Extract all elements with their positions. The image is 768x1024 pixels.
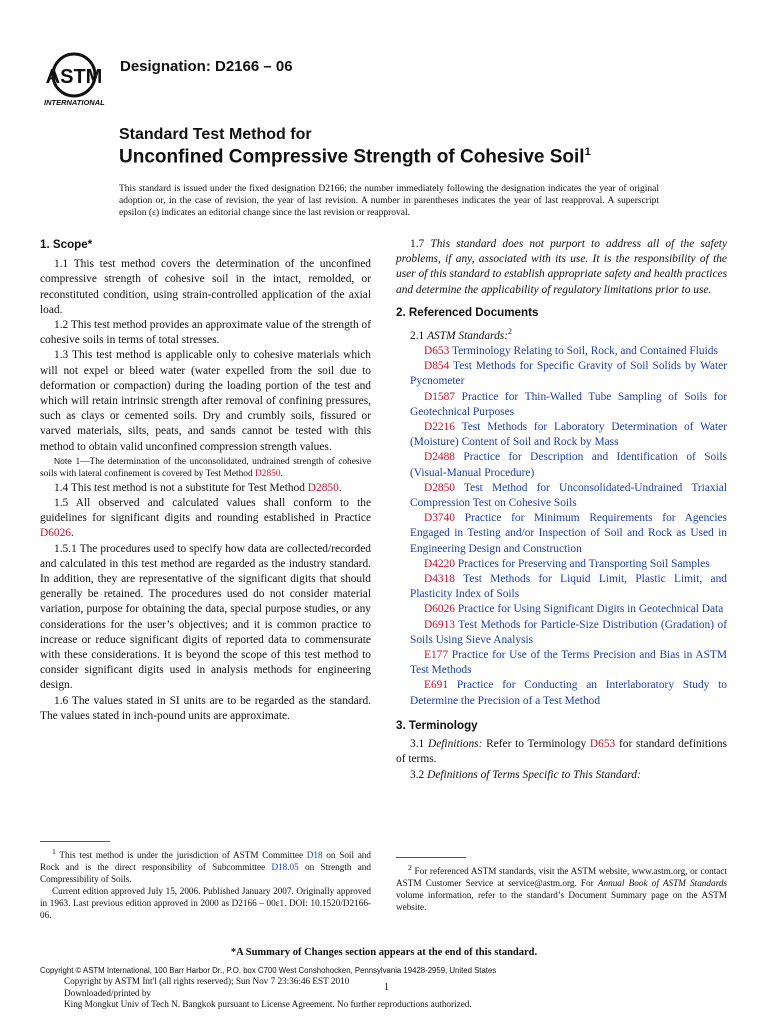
reference-code[interactable]: D4318 xyxy=(424,573,456,586)
reference-title[interactable]: Practice for Description and Identification of Soils (Visual-Manual Procedure) xyxy=(410,451,727,479)
para-1-5-text: 1.5 All observed and calculated values shall conform to the guidelines for significant digits and rounding established in Practice xyxy=(40,497,371,525)
reference-item[interactable] xyxy=(396,481,727,511)
summary-note: *A Summary of Changes section appears at the end of this standard. xyxy=(230,947,538,958)
copyright: Copyright © ASTM International, 100 Barr Harbor Dr., P.O. box C700 West Conshohocken, Pennsylvania 19428-2959, United States xyxy=(40,966,497,975)
para-3-1-end: for standard definitions of terms. xyxy=(396,738,727,766)
para-1-7-num: 1.7 xyxy=(410,238,431,250)
ref-link-d18[interactable]: D18 xyxy=(306,850,323,861)
reference-code[interactable]: D1587 xyxy=(424,390,456,403)
reference-title[interactable]: Test Method for Unconsolidated-Undrained Triaxial Compression Test on Cohesive Soils xyxy=(410,481,727,510)
sub-num: 2.1 xyxy=(410,329,428,342)
download-line-2: Downloaded/printed by xyxy=(64,987,152,998)
para-1-1: 1.1 This test method covers the determination of the unconfined compressive strength of cohesive soil in the intact, remolded, or reconstituted condition, using strain-controlled application of the axial load. xyxy=(40,258,371,316)
note-label: Note xyxy=(54,455,72,466)
reference-title[interactable]: Practice for Use of the Terms Precision and Bias in ASTM Test Methods xyxy=(410,649,727,677)
reference-title[interactable]: Test Methods for Particle-Size Distribution (Gradation) of Soils Using Sieve Analysis xyxy=(410,618,727,646)
standard-note: This standard is issued under the fixed designation D2166; the number immediately following the designation indicates the year of original adoption or, in the case of revision, the year of last revision. A number in parentheses indicates the year of last reapproval. A superscript epsilon (ε) indicates an editorial change since the last revision or reapproval. xyxy=(119,184,659,219)
footnote-1-edition: Current edition approved July 15, 2006. Published January 2007. Originally approved in 1963. Last previous edition approved in 2000 as D2166 – 00ε1. DOI: 10.1520/D2166-06. xyxy=(40,886,371,921)
note-1 xyxy=(40,455,371,481)
reference-item[interactable] xyxy=(396,420,727,450)
title-text: Unconfined Compressive Strength of Cohesive Soil xyxy=(119,146,585,168)
reference-code[interactable]: D3740 xyxy=(424,512,456,525)
reference-item[interactable] xyxy=(396,618,727,648)
para-1-5-1: 1.5.1 The procedures used to specify how data are collected/recorded and calculated in this test method are regarded as the industry standard. In addition, they are representative of the significant digits that should generally be retained. The procedures used do not consider material variation, purpose for obtaining the data, special purpose studies, or any considerations for the user’s objectives; and it is common practice to increase or reduce significant digits of reported data to commensurate with these considerations. It is beyond the scope of this test method to consider significant digits used in analysis methods for engineering design. xyxy=(40,542,371,692)
reference-code[interactable]: D6026 xyxy=(424,603,456,616)
reference-item[interactable] xyxy=(396,572,727,602)
sub-text: ASTM Standards: xyxy=(427,329,508,342)
ref-link-d2850-b[interactable]: D2850 xyxy=(307,481,339,494)
ref-link-d2850[interactable]: D2850 xyxy=(255,469,281,480)
para-3-1-num: 3.1 xyxy=(410,738,428,751)
reference-item[interactable] xyxy=(396,344,727,359)
sub-sup: 2 xyxy=(508,327,512,337)
reference-title[interactable]: Test Methods for Liquid Limit, Plastic Limit, and Plasticity Index of Soils xyxy=(410,573,727,601)
footnote-rule-right xyxy=(396,857,466,858)
para-1-5-end: . xyxy=(71,527,74,540)
reference-item[interactable] xyxy=(396,359,727,389)
astm-standards-label xyxy=(396,324,727,344)
reference-code[interactable]: D4220 xyxy=(424,557,456,570)
reference-title[interactable]: Test Methods for Specific Gravity of Soil Solids by Water Pycnometer xyxy=(410,360,727,388)
para-3-1-text: Refer to Terminology xyxy=(482,738,590,751)
para-1-2: 1.2 This test method provides an approximate value of the strength of cohesive soils in terms of total stresses. xyxy=(40,319,371,347)
para-1-5 xyxy=(40,496,371,542)
footnote-1-text-b: on Soil and Rock and is the direct responsibility of Subcommittee xyxy=(40,850,371,873)
reference-code[interactable]: E691 xyxy=(424,679,449,692)
reference-list xyxy=(396,344,727,709)
reference-item[interactable] xyxy=(396,557,727,572)
right-column xyxy=(396,237,727,783)
footnote-1-mark: 1 xyxy=(52,847,56,856)
reference-code[interactable]: D2488 xyxy=(424,451,456,464)
note-text: 1—The determination of the unconsolidated, undrained strength of cohesive soils with lateral confinement is covered by Test Method xyxy=(40,456,371,480)
ref-link-d6026[interactable]: D6026 xyxy=(40,527,72,540)
reference-title[interactable]: Practice for Thin-Walled Tube Sampling of Soils for Geotechnical Purposes xyxy=(410,390,727,418)
footnote-1 xyxy=(40,846,371,885)
para-1-3: 1.3 This test method is applicable only to cohesive materials which will not expel or bleed water (water expelled from the soil due to deformation or compaction) during the loading portion of the test and which will retain intrinsic strength after removal of confining pressures, such as clays or cemented soils. Dry and crumbly soils, fissured or varved materials, silts, peats, and sands cannot be tested with this method to obtain valid unconfined compression strength values. xyxy=(40,349,371,453)
download-line-1: Copyright by ASTM Int'l (all rights reserved); Sun Nov 7 23:36:46 EST 2010 xyxy=(64,976,350,986)
reference-title[interactable]: Practice for Conducting an Interlaboratory Study to Determine the Precision of a Test Method xyxy=(410,679,727,707)
para-1-6: 1.6 The values stated in SI units are to be regarded as the standard. The values stated in inch-pound units are approximate. xyxy=(40,694,371,722)
footnote-2-text: For referenced ASTM standards, visit the ASTM website, www.astm.org, or contact ASTM Customer Service at service@astm.org. For xyxy=(396,866,727,889)
reference-title[interactable]: Practice for Minimum Requirements for Agencies Engaged in Testing and/or Inspection of Soil and Rock as Used in Engineering Design and Construction xyxy=(410,512,727,555)
footnote-1-text: This test method is under the jurisdiction of ASTM Committee xyxy=(55,850,307,861)
scope-heading: 1. Scope* xyxy=(40,238,93,251)
reference-item[interactable] xyxy=(396,648,727,678)
footnote-2-end: volume information, refer to the standard’s Document Summary page on the ASTM website. xyxy=(396,890,727,913)
page-number: 1 xyxy=(384,982,389,993)
svg-text:ASTM: ASTM xyxy=(45,66,103,88)
ref-link-d18-05[interactable]: D18.05 xyxy=(271,862,299,873)
reference-code[interactable]: D653 xyxy=(424,345,450,358)
reference-item[interactable] xyxy=(396,511,727,557)
footnotes-right xyxy=(396,857,727,913)
download-line-3: King Mongkut Univ of Tech N. Bangkok pursuant to License Agreement. No further reproductions authorized. xyxy=(64,999,472,1009)
reference-item[interactable] xyxy=(396,450,727,480)
reference-item[interactable] xyxy=(396,390,727,420)
reference-title[interactable]: Terminology Relating to Soil, Rock, and Contained Fluids xyxy=(451,345,718,358)
footnote-2-italic: Annual Book of ASTM Standards xyxy=(597,878,727,889)
para-1-4-end: . xyxy=(338,481,342,494)
ref-link-d653[interactable]: D653 xyxy=(589,738,616,751)
footnote-2 xyxy=(396,862,727,913)
footnote-1-text-c: on Strength and Compressibility of Soils. xyxy=(40,862,371,885)
para-1-4-text: 1.4 This test method is not a substitute for Test Method xyxy=(54,481,308,494)
footnotes-left xyxy=(40,841,371,921)
download-info xyxy=(64,976,472,1011)
para-1-7 xyxy=(396,237,727,298)
para-1-7-text: This standard does not purport to address all of the safety problems, if any, associated with its use. It is the responsibility of the user of this standard to establish appropriate safety and health practices and determine the applicability of regulatory limitations prior to use. xyxy=(396,238,727,296)
para-3-1 xyxy=(396,737,727,767)
reference-item[interactable] xyxy=(396,678,727,708)
designation: Designation: D2166 – 06 xyxy=(120,58,293,75)
page-title xyxy=(119,146,591,168)
terminology-heading: 3. Terminology xyxy=(396,718,478,732)
footnote-rule xyxy=(40,841,110,842)
para-1-4 xyxy=(40,481,371,496)
reference-item[interactable] xyxy=(396,602,727,617)
title-line1: Standard Test Method for xyxy=(119,126,312,143)
note-end: . xyxy=(280,469,283,480)
astm-logo xyxy=(40,50,112,110)
logo-text: INTERNATIONAL xyxy=(44,98,105,107)
reference-title[interactable]: Practices for Preserving and Transporting Soil Samples xyxy=(457,557,710,570)
left-column xyxy=(40,237,371,724)
title-footnote-mark: 1 xyxy=(584,146,591,158)
reference-code[interactable]: D854 xyxy=(424,360,450,373)
referenced-heading: 2. Referenced Documents xyxy=(396,305,539,319)
para-3-2-num: 3.2 xyxy=(410,768,428,781)
reference-title[interactable]: Test Methods for Laboratory Determination of Water (Moisture) Content of Soil and Rock by Mass xyxy=(410,421,727,449)
reference-code[interactable]: D2850 xyxy=(424,481,456,494)
para-3-2 xyxy=(396,768,727,783)
reference-code[interactable]: E177 xyxy=(424,649,449,662)
para-3-2-label: Definitions of Terms Specific to This Standard: xyxy=(427,768,641,781)
footnote-2-mark: 2 xyxy=(408,863,412,872)
para-3-1-label: Definitions: xyxy=(427,738,483,751)
reference-code[interactable]: D6913 xyxy=(424,618,456,631)
reference-title[interactable]: Practice for Using Significant Digits in Geotechnical Data xyxy=(457,603,724,616)
reference-code[interactable]: D2216 xyxy=(424,421,456,434)
